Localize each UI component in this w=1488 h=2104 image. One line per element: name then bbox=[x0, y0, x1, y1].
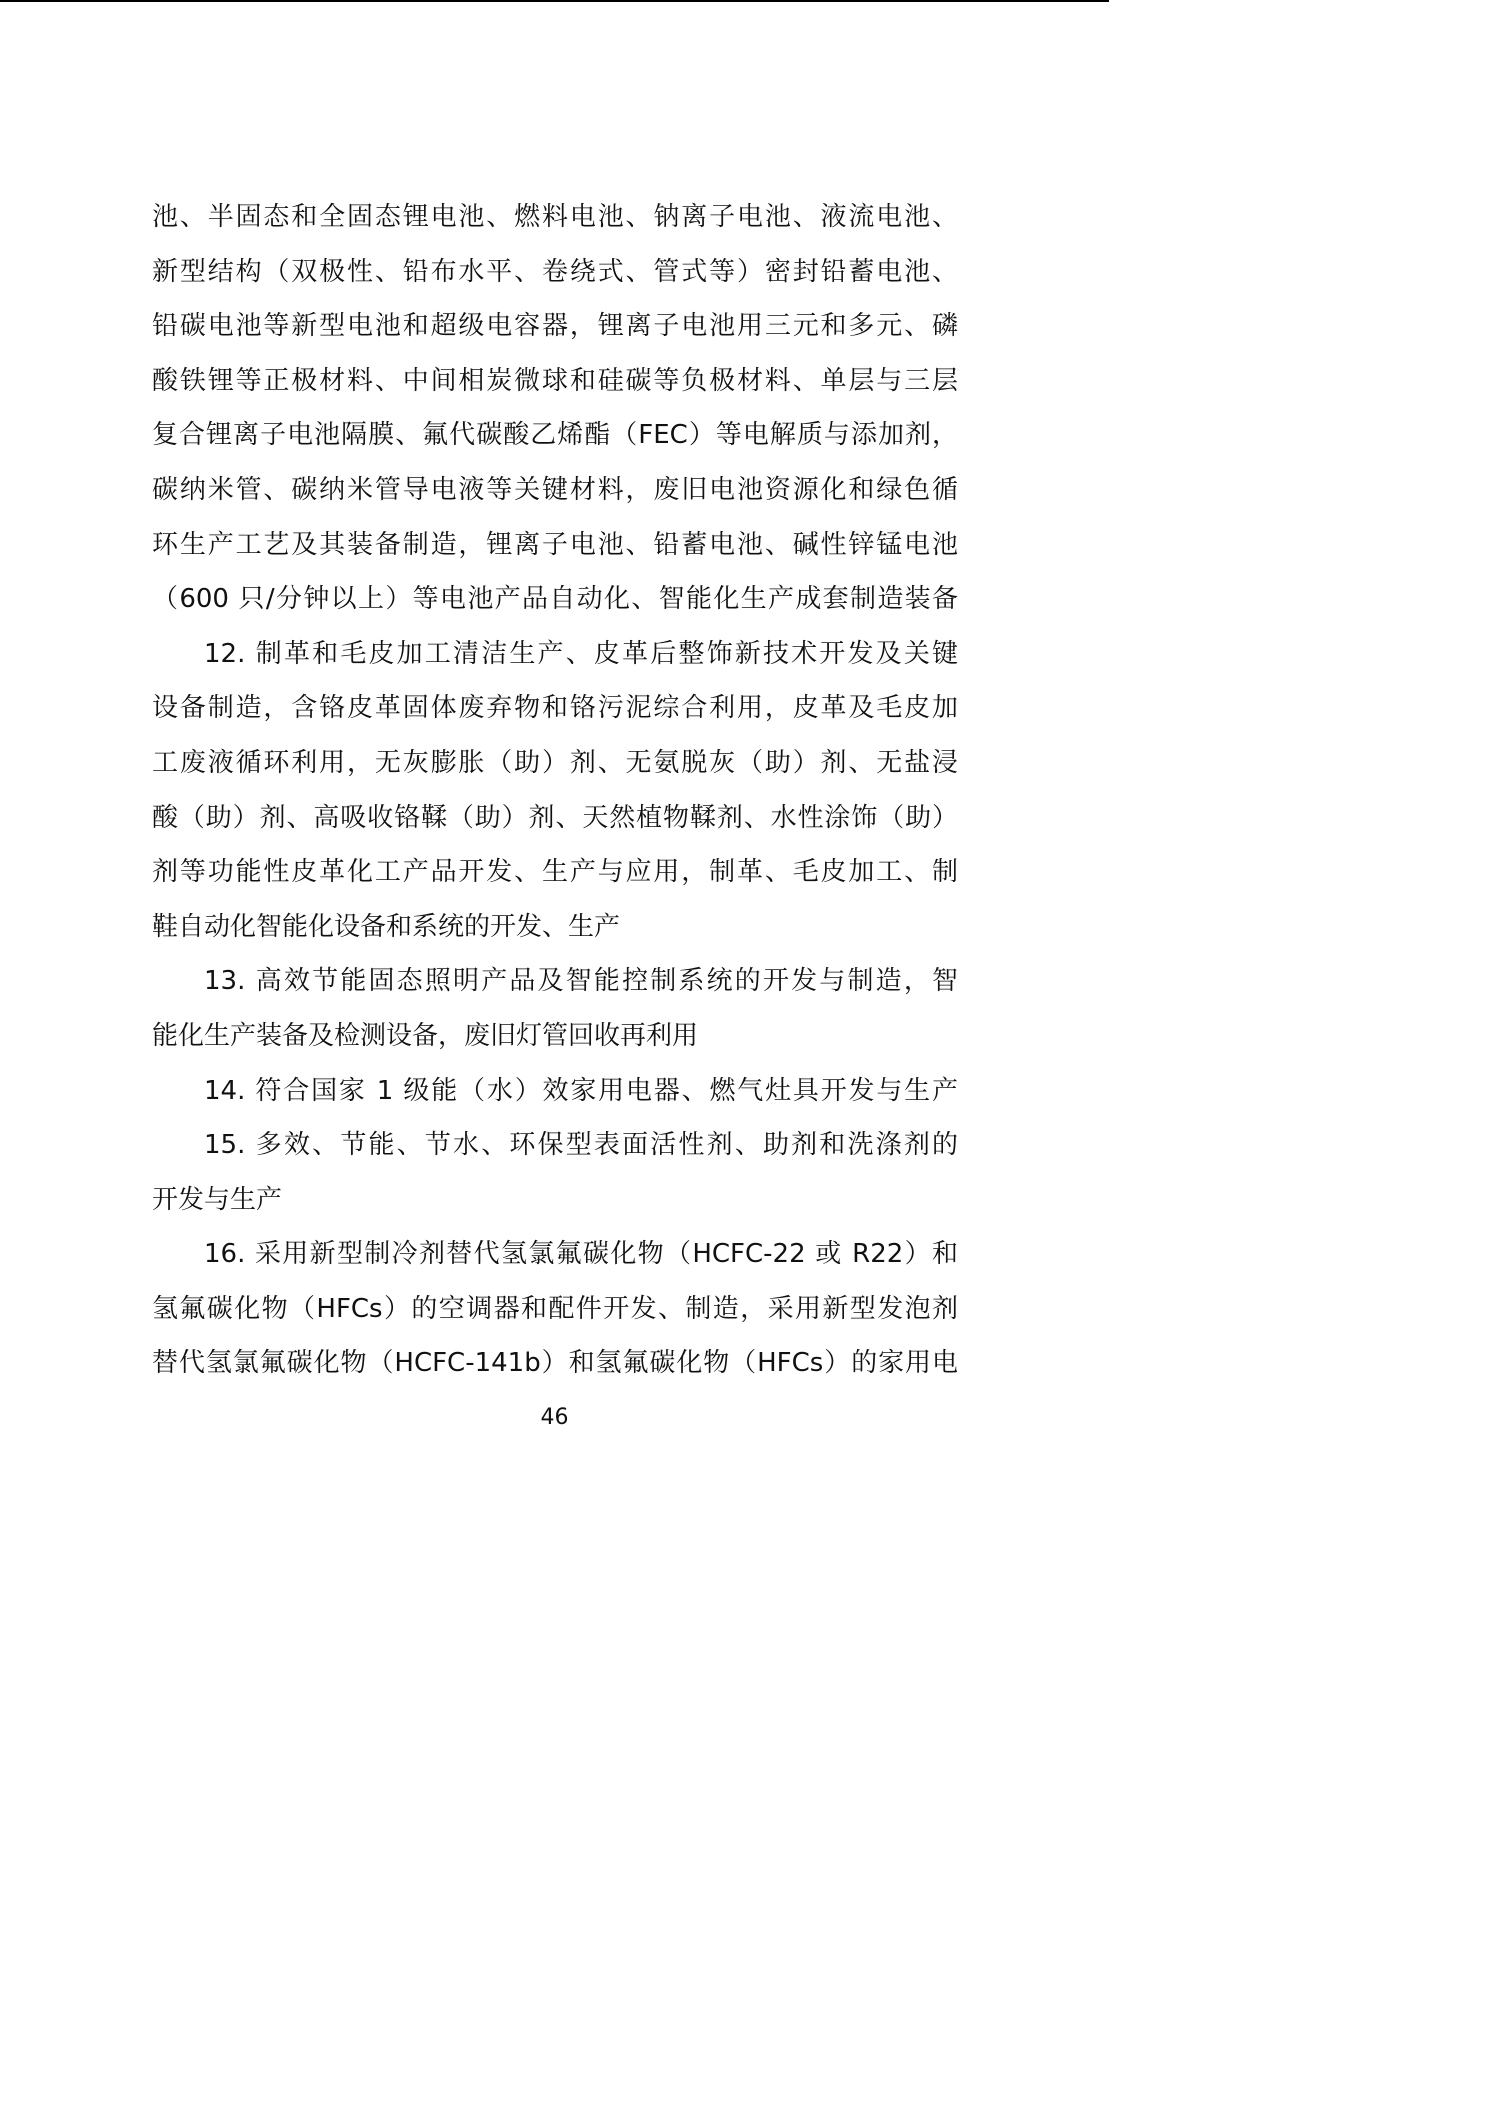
item-16-first-line: 16. 采用新型制冷剂替代氢氯氟碳化物（HCFC-22 或 R22）和 bbox=[204, 1239, 958, 1270]
text-line: 新型结构（双极性、铅布水平、卷绕式、管式等）密封铅蓄电池、 bbox=[152, 256, 958, 287]
text-line: 开发与生产 bbox=[152, 1184, 283, 1215]
item-12-first-line: 12. 制革和毛皮加工清洁生产、皮革后整饰新技术开发及关键 bbox=[204, 638, 958, 669]
text-line: 复合锂离子电池隔膜、氟代碳酸乙烯酯（FEC）等电解质与添加剂， bbox=[152, 420, 958, 451]
text-line: 剂等功能性皮革化工产品开发、生产与应用，制革、毛皮加工、制 bbox=[152, 857, 958, 888]
text-line: 碳纳米管、碳纳米管导电液等关键材料，废旧电池资源化和绿色循 bbox=[152, 474, 958, 505]
text-line: 设备制造，含铬皮革固体废弃物和铬污泥综合利用，皮革及毛皮加 bbox=[152, 693, 958, 724]
top-border-rule bbox=[0, 0, 1109, 2]
text-line: 工废液循环利用，无灰膨胀（助）剂、无氨脱灰（助）剂、无盐浸 bbox=[152, 747, 958, 778]
item-13-first-line: 13. 高效节能固态照明产品及智能控制系统的开发与制造，智 bbox=[204, 966, 958, 997]
text-line: 氢氟碳化物（HFCs）的空调器和配件开发、制造，采用新型发泡剂 bbox=[152, 1293, 958, 1324]
text-line: 酸铁锂等正极材料、中间相炭微球和硅碳等负极材料、单层与三层 bbox=[152, 365, 958, 396]
text-line: 池、半固态和全固态锂电池、燃料电池、钠离子电池、液流电池、 bbox=[152, 202, 958, 232]
text-line: 铅碳电池等新型电池和超级电容器，锂离子电池用三元和多元、磷 bbox=[152, 311, 958, 342]
text-line: 酸（助）剂、高吸收铬鞣（助）剂、天然植物鞣剂、水性涂饰（助） bbox=[152, 802, 958, 833]
text-line: 能化生产装备及检测设备，废旧灯管回收再利用 bbox=[152, 1020, 699, 1051]
text-line: （600 只/分钟以上）等电池产品自动化、智能化生产成套制造装备 bbox=[152, 584, 958, 615]
body-text bbox=[152, 190, 958, 1391]
item-15-first-line: 15. 多效、节能、节水、环保型表面活性剂、助剂和洗涤剂的 bbox=[204, 1130, 958, 1161]
page-number: 46 bbox=[540, 1405, 569, 1430]
text-line: 替代氢氯氟碳化物（HCFC-141b）和氢氟碳化物（HFCs）的家用电 bbox=[152, 1348, 958, 1379]
text-line: 鞋自动化智能化设备和系统的开发、生产 bbox=[152, 911, 621, 942]
item-14-line: 14. 符合国家 1 级能（水）效家用电器、燃气灶具开发与生产 bbox=[204, 1075, 958, 1106]
text-line: 环生产工艺及其装备制造，锂离子电池、铅蓄电池、碱性锌锰电池 bbox=[152, 529, 958, 560]
